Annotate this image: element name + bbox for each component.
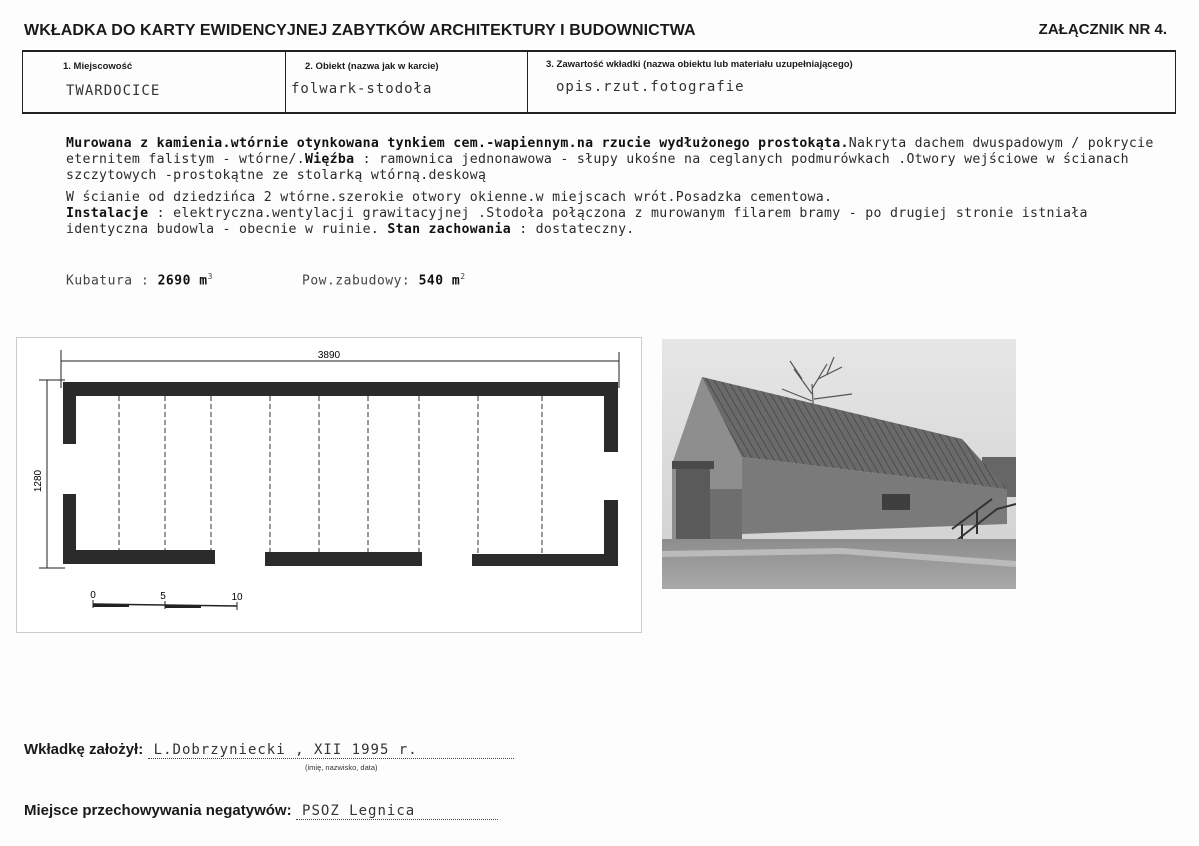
description-condition-heading: Stan zachowania [387, 222, 511, 237]
photo-gate-wall [710, 489, 742, 541]
south-wall-segment-2 [265, 552, 422, 566]
photo-window [882, 494, 910, 510]
description-installations-heading: Instalacje [66, 206, 149, 221]
description-openings: W ścianie od dziedzińca 2 wtórne.szerokie otwory okienne.w miejscach wrót.Posadzka cementowa. [66, 190, 833, 205]
created-by-value: L.Dobrzyniecki , XII 1995 r. [148, 742, 514, 759]
description-truss: : ramownica jednonawowa - słupy ukośne na ceglanych podmurówkach .Otwory wejściowe w ścianach szczytowych -prostokątne ze stolarką wtórną.deskową [66, 152, 1129, 183]
volume-unit: m [199, 273, 208, 289]
north-wall [63, 382, 618, 396]
negatives-storage-value: PSOZ Legnica [296, 803, 498, 820]
table-divider-1 [285, 50, 286, 113]
negatives-storage-label: Miejsce przechowywania negatywów: [24, 802, 292, 819]
table-bottom-rule [22, 112, 1176, 114]
area-unit: m [451, 273, 461, 289]
sheet-title: WKŁADKA DO KARTY EWIDENCYJNEJ ZABYTKÓW ARCHITEKTURY I BUDOWNICTWA [24, 22, 696, 39]
description-walls: Murowana z kamienia.wtórnie otynkowana tynkiem cem.-wapiennym.na rzucie wydłużonego prostokąta. [66, 136, 849, 151]
table-left-border [22, 50, 23, 113]
annex-number: ZAŁĄCZNIK NR 4. [1038, 21, 1167, 38]
volume-metric [66, 272, 213, 288]
created-by-row [24, 741, 514, 759]
table-divider-2 [527, 50, 528, 113]
east-wall-upper [604, 382, 618, 452]
floor-plan-drawing [17, 338, 641, 632]
created-by-label: Wkładkę założył: [24, 741, 144, 758]
description-text [66, 136, 1176, 244]
photo-pillar-cap [672, 461, 714, 469]
area-metric [302, 272, 466, 288]
object-label: 2. Obiekt (nazwa jak w karcie) [305, 61, 439, 72]
content-label: 3. Zawartość wkładki (nazwa obiektu lub materiału uzupełniającego) [546, 59, 853, 70]
scale-label-0: 0 [90, 590, 96, 601]
length-dimension-label: 3890 [317, 350, 341, 361]
description-truss-heading: Więźba [304, 152, 355, 167]
scale-label-10: 10 [231, 592, 243, 603]
place-value: TWARDOCICE [66, 83, 161, 99]
content-value: opis.rzut.fotografie [556, 79, 745, 95]
negatives-storage-row [24, 802, 498, 820]
area-value: 540 [418, 273, 444, 289]
area-label: Pow.zabudowy: [302, 273, 411, 289]
area-exponent: 2 [460, 272, 466, 281]
photo-gate-pillar [676, 467, 710, 543]
photo-ground [662, 539, 1016, 589]
floor-plan [16, 337, 642, 633]
barn-photograph-image [662, 339, 1016, 589]
description-condition: : dostateczny. [510, 222, 635, 237]
scale-label-5: 5 [160, 591, 166, 602]
volume-label: Kubatura : [66, 273, 150, 289]
description-paragraph-1 [66, 136, 1176, 184]
scale-bar-segment-1 [93, 604, 129, 607]
scale-bar-segment-2 [165, 605, 201, 608]
barn-photograph [662, 339, 1016, 589]
place-label: 1. Miejscowość [63, 61, 133, 72]
south-wall-segment-1 [63, 550, 215, 564]
created-by-hint: (imię, nazwisko, data) [305, 763, 378, 772]
width-dimension-label: 1280 [33, 469, 44, 493]
table-top-rule [22, 50, 1176, 52]
table-right-border [1175, 50, 1176, 113]
description-installations: : elektryczna.wentylacji grawitacyjnej .Stodoła połączona z murowanym filarem bramy - po drugiej stronie istniała identyczna budowla - obecnie w ruinie. [66, 206, 1088, 237]
object-value: folwark-stodoła [291, 81, 433, 97]
volume-value: 2690 [157, 273, 191, 289]
south-wall-segment-3 [472, 554, 618, 566]
description-roof: Nakryta dachem dwuspadowym / pokrycie eternitem falistym - wtórne/. [66, 136, 1154, 167]
description-paragraph-2 [66, 190, 1176, 238]
west-wall-upper [63, 382, 76, 444]
volume-exponent: 3 [207, 272, 213, 281]
